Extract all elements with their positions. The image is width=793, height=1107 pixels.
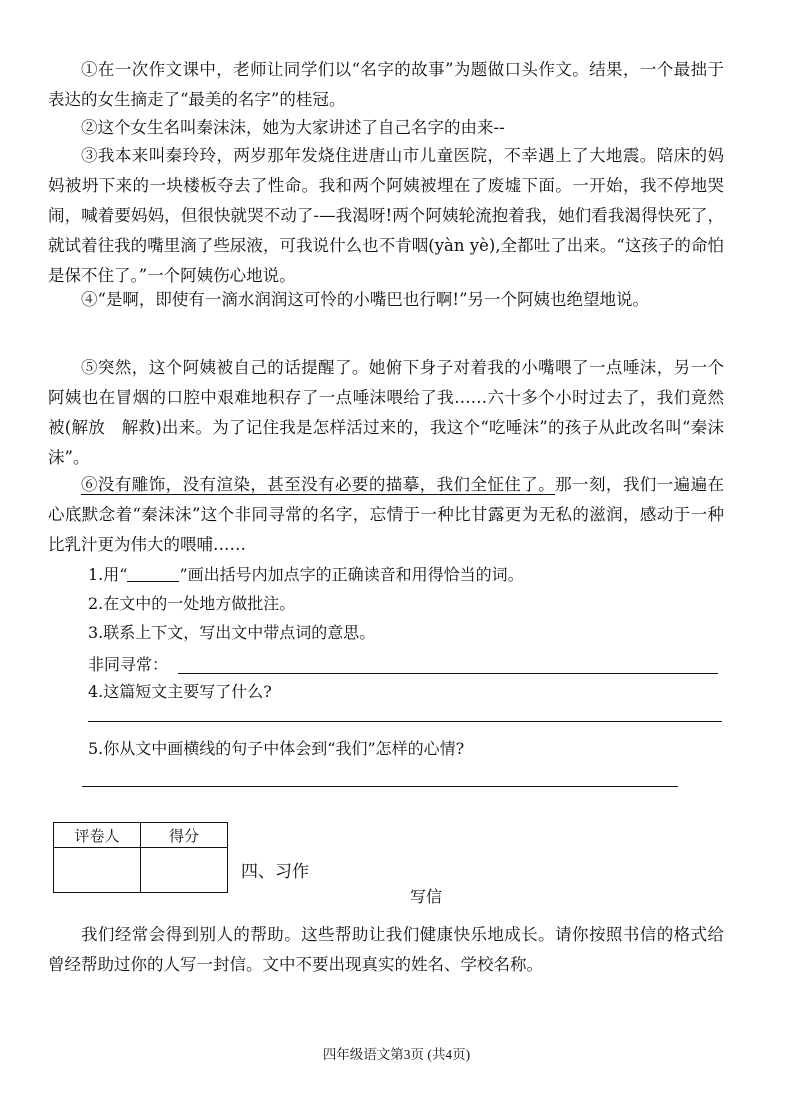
- passage-paragraph-1: ①在一次作文课中，老师让同学们以“名字的故事”为题做口头作文。结果，一个最拙于表达的女生摘走了“最美的名字”的桂冠。: [48, 60, 724, 109]
- page-footer: 四年级语文第3页 (共4页): [322, 1047, 471, 1062]
- letter-title: 写信: [410, 887, 443, 906]
- score-table-score-header: 得分: [141, 823, 228, 848]
- score-table-grader-header: 评卷人: [54, 823, 141, 848]
- section-title: 四、习作: [241, 862, 309, 882]
- answer-line-4[interactable]: [88, 721, 722, 722]
- paragraph-6-rest: 那一刻，我们一遍遍在心底默念着“秦沫沫”这个非同寻常的名字，忘情于一种比甘露更为无私的滋润，感动于一种比乳汁更为伟大的喂哺……: [48, 475, 725, 554]
- writing-prompt: 我们经常会得到别人的帮助。这些帮助让我们健康快乐地成长。请你按照书信的格式给曾经帮助过你的人写一封信。文中不要出现真实的姓名、学校名称。: [48, 925, 724, 974]
- question-5: 5.你从文中画横线的句子中体会到“我们”怎样的心情?: [88, 739, 465, 758]
- score-cell[interactable]: [141, 848, 228, 893]
- score-table: [53, 822, 228, 893]
- answer-line-3[interactable]: [178, 673, 718, 674]
- question-3: 3.联系上下文，写出文中带点词的意思。: [88, 623, 376, 642]
- question-2: 2.在文中的一处地方做批注。: [88, 594, 296, 613]
- passage-paragraph-3: ③我本来叫秦玲玲，两岁那年发烧住进唐山市儿童医院，不幸遇上了大地震。陪床的妈妈被坍下来的一块楼板夺去了性命。我和两个阿姨被埋在了废墟下面。一开始，我不停地哭闹，喊着要妈妈，但很快就哭不动了-—我渴呀!两个阿姨轮流抱着我，她们看我渴得快死了，就试着往我的嘴里滴了些尿液，可我说什么也不肯咽(yàn yè),全都吐了出来。“这孩子的命怕是保不住了。”一个阿姨伤心地说。: [48, 146, 724, 285]
- passage-paragraph-4: ④“是啊，即使有一滴水润润这可怜的小嘴巴也行啊!”另一个阿姨也绝望地说。: [81, 290, 650, 309]
- underlined-sentence: ⑥没有雕饰，没有渲染，甚至没有必要的描摹，我们全怔住了。: [81, 475, 556, 494]
- answer-line-5[interactable]: [82, 786, 678, 787]
- question-1: [88, 563, 524, 587]
- grader-cell[interactable]: [54, 848, 141, 893]
- passage-paragraph-6: [48, 470, 724, 560]
- passage-paragraph-2: ②这个女生名叫秦沫沫，她为大家讲述了自己名字的由来--: [81, 118, 505, 137]
- question-1-suffix: ”画出括号内加点字的正确读音和用得恰当的词。: [179, 565, 524, 584]
- passage-paragraph-5: ⑤突然，这个阿姨被自己的话提醒了。她俯下身子对着我的小嘴喂了一点唾沫，另一个阿姨也在冒烟的口腔中艰难地积存了一点唾沫喂给了我……六十多个小时过去了，我们竟然被(解放 解救)出来。为了记住我是怎样活过来的，我这个“吃唾沫”的孩子从此改名叫“秦沫沫”。: [48, 358, 724, 467]
- inline-blank: [127, 565, 179, 582]
- question-4: 4.这篇短文主要写了什么?: [88, 682, 272, 701]
- question-1-prefix: 1.用“: [88, 565, 128, 584]
- question-3-term: 非同寻常：: [88, 655, 169, 674]
